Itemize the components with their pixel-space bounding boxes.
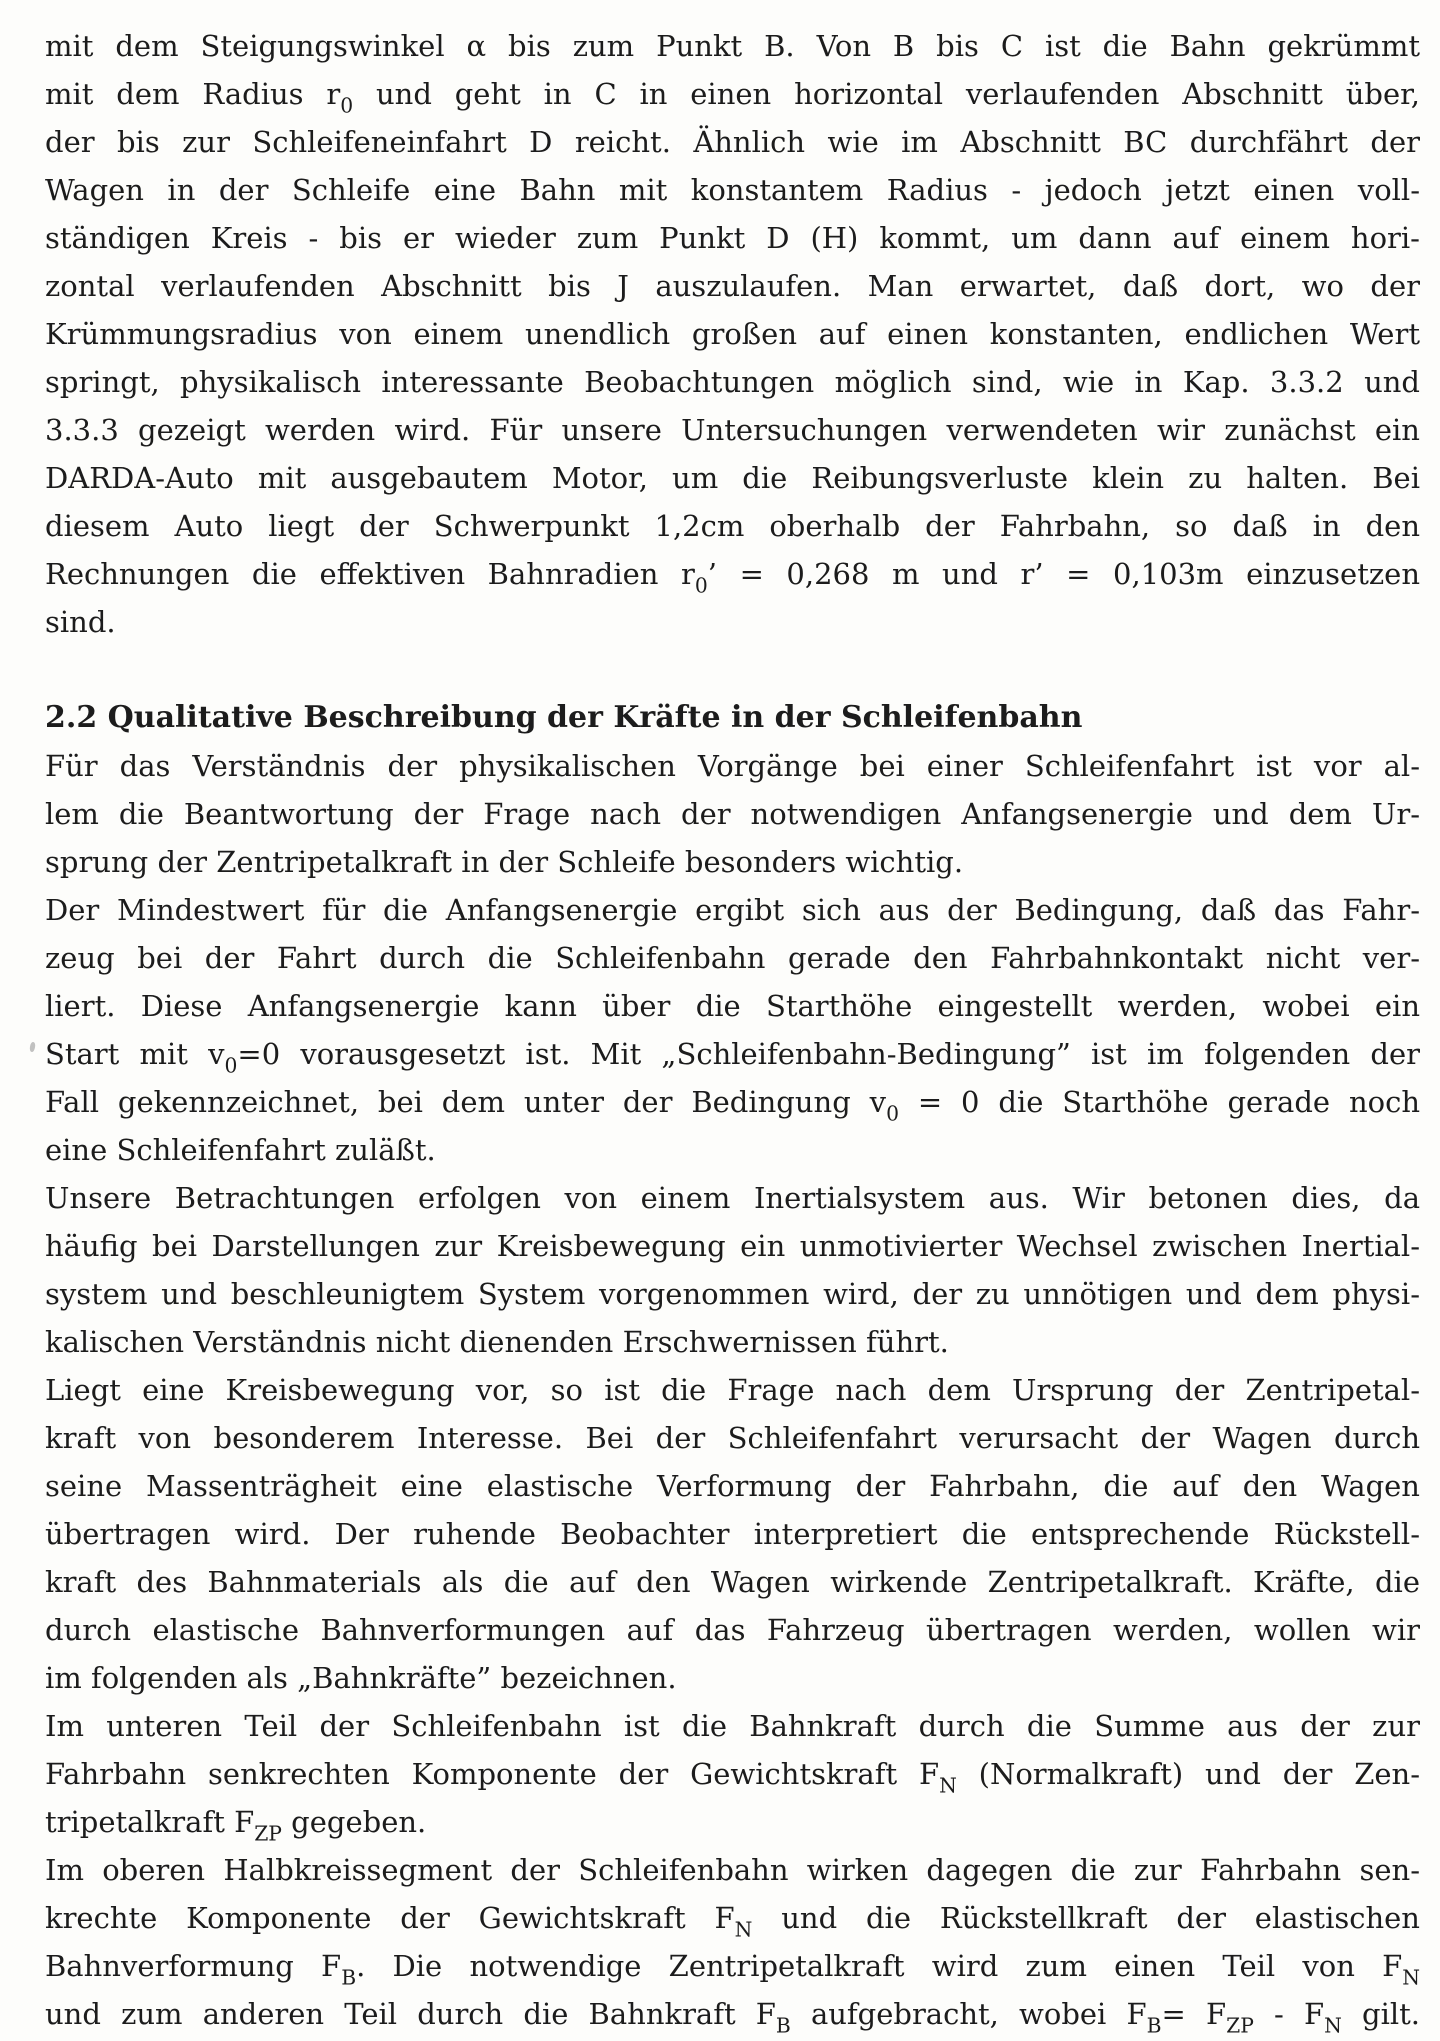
text-line bbox=[45, 790, 1420, 838]
text-line bbox=[45, 310, 1420, 358]
subscript: N bbox=[734, 1917, 753, 1942]
text-line bbox=[45, 1366, 1420, 1414]
text-run: und die Rückstellkraft der elastischen bbox=[752, 1901, 1420, 1935]
text-run: kraft von besonderem Interesse. Bei der Schleifenfahrt verursacht der Wagen durch bbox=[45, 1421, 1420, 1455]
text-run: mit dem Steigungswinkel α bis zum Punkt B. Von B bis C ist die Bahn gekrümmt bbox=[45, 29, 1420, 63]
text-line bbox=[45, 1078, 1420, 1126]
text-run: eine Schleifenfahrt zuläßt. bbox=[45, 1133, 436, 1167]
text-line bbox=[45, 118, 1420, 166]
text-line bbox=[45, 1558, 1420, 1606]
text-run: zeug bei der Fahrt durch die Schleifenbahn gerade den Fahrbahnkontakt nicht ver- bbox=[45, 941, 1420, 975]
paragraph bbox=[45, 742, 1420, 886]
text-line bbox=[45, 1510, 1420, 1558]
subscript: B bbox=[1146, 2013, 1162, 2038]
text-line bbox=[45, 1606, 1420, 1654]
paragraph bbox=[45, 1846, 1420, 2038]
text-run: Start mit v bbox=[45, 1037, 225, 1071]
text-run: und geht in C in einen horizontal verlaufenden Abschnitt über, bbox=[353, 77, 1420, 111]
subscript: 0 bbox=[340, 93, 354, 118]
text-run: seine Massenträgheit eine elastische Verformung der Fahrbahn, die auf den Wagen bbox=[45, 1469, 1420, 1503]
text-line bbox=[45, 1462, 1420, 1510]
paragraph bbox=[45, 22, 1420, 646]
text-run: Wagen in der Schleife eine Bahn mit konstantem Radius - jedoch jetzt einen voll- bbox=[45, 173, 1420, 207]
text-line bbox=[45, 502, 1420, 550]
text-line bbox=[45, 1798, 1420, 1846]
text-run: Rechnungen die effektiven Bahnradien r bbox=[45, 557, 695, 591]
subscript: N bbox=[1402, 1965, 1420, 1990]
text-line bbox=[45, 1654, 1420, 1702]
text-run: sind. bbox=[45, 605, 116, 639]
text-run: im folgenden als „Bahnkräfte” bezeichnen. bbox=[45, 1661, 677, 1695]
text-run: kraft des Bahnmaterials als die auf den Wagen wirkende Zentripetalkraft. Kräfte, die bbox=[45, 1565, 1420, 1599]
text-run: springt, physikalisch interessante Beobachtungen möglich sind, wie in Kap. 3.3.2 und bbox=[45, 365, 1420, 399]
text-run: Krümmungsradius von einem unendlich großen auf einen konstanten, endlichen Wert bbox=[45, 317, 1420, 351]
text-line bbox=[45, 454, 1420, 502]
text-line bbox=[45, 742, 1420, 790]
text-line bbox=[45, 1894, 1420, 1942]
subscript: 0 bbox=[694, 573, 708, 598]
text-line bbox=[45, 886, 1420, 934]
text-line bbox=[45, 1846, 1420, 1894]
text-run: und zum anderen Teil durch die Bahnkraft F bbox=[45, 1997, 776, 2031]
text-run: mit dem Radius r bbox=[45, 77, 341, 111]
text-line bbox=[45, 1174, 1420, 1222]
text-line bbox=[45, 982, 1420, 1030]
text-run: Der Mindestwert für die Anfangsenergie ergibt sich aus der Bedingung, daß das Fahr- bbox=[45, 893, 1420, 927]
text-run: Bahnverformung F bbox=[45, 1949, 342, 1983]
subscript: B bbox=[775, 2013, 791, 2038]
text-line bbox=[45, 1990, 1420, 2038]
text-line bbox=[45, 694, 1420, 742]
text-run: sprung der Zentripetalkraft in der Schleife besonders wichtig. bbox=[45, 845, 964, 879]
text-line bbox=[45, 214, 1420, 262]
subscript: N bbox=[939, 1773, 957, 1798]
text-line bbox=[45, 1702, 1420, 1750]
text-line bbox=[45, 22, 1420, 70]
section-heading bbox=[45, 694, 1420, 742]
text-run: häufig bei Darstellungen zur Kreisbewegung ein unmotivierter Wechsel zwischen Inertial- bbox=[45, 1229, 1420, 1263]
text-run: = F bbox=[1161, 1997, 1227, 2031]
text-line bbox=[45, 838, 1420, 886]
text-run: ständigen Kreis - bis er wieder zum Punkt D (H) kommt, um dann auf einem hori- bbox=[45, 221, 1420, 255]
text-line bbox=[45, 1126, 1420, 1174]
paragraph-gap bbox=[45, 646, 1420, 694]
text-run: Im oberen Halbkreissegment der Schleifenbahn wirken dagegen die zur Fahrbahn sen- bbox=[45, 1853, 1420, 1887]
text-run: 2.2 Qualitative Beschreibung der Kräfte in der Schleifenbahn bbox=[45, 700, 1083, 735]
text-line bbox=[45, 1942, 1420, 1990]
subscript: N bbox=[1324, 2013, 1342, 2038]
text-line bbox=[45, 1030, 1420, 1078]
text-line bbox=[45, 1414, 1420, 1462]
text-run: Für das Verständnis der physikalischen Vorgänge bei einer Schleifenfahrt ist vor al- bbox=[45, 749, 1420, 783]
paragraph bbox=[45, 1702, 1420, 1846]
scan-speck bbox=[29, 1042, 36, 1053]
subscript: ZP bbox=[254, 1821, 282, 1846]
text-run: kalischen Verständnis nicht dienenden Erschwernissen führt. bbox=[45, 1325, 949, 1359]
subscript: 0 bbox=[886, 1101, 899, 1126]
text-run: ’ = 0,268 m und r’ = 0,103m einzusetzen bbox=[707, 557, 1420, 591]
text-run: = 0 die Starthöhe gerade noch bbox=[898, 1085, 1420, 1119]
text-run: Liegt eine Kreisbewegung vor, so ist die Frage nach dem Ursprung der Zentripetal- bbox=[45, 1373, 1420, 1407]
text-run: gilt. bbox=[1341, 1997, 1421, 2031]
text-run: tripetalkraft F bbox=[45, 1805, 255, 1839]
text-run: krechte Komponente der Gewichtskraft F bbox=[45, 1901, 735, 1935]
text-line bbox=[45, 1318, 1420, 1366]
text-run: gegeben. bbox=[281, 1805, 427, 1839]
text-line bbox=[45, 598, 1420, 646]
paragraph bbox=[45, 1366, 1420, 1702]
text-line bbox=[45, 934, 1420, 982]
text-run: Fall gekennzeichnet, bei dem unter der Bedingung v bbox=[45, 1085, 887, 1119]
text-run: Fahrbahn senkrechten Komponente der Gewichtskraft F bbox=[45, 1757, 940, 1791]
text-line bbox=[45, 262, 1420, 310]
paragraph bbox=[45, 1174, 1420, 1366]
text-line bbox=[45, 70, 1420, 118]
text-line bbox=[45, 550, 1420, 598]
subscript: B bbox=[341, 1965, 357, 1990]
paragraph bbox=[45, 886, 1420, 1174]
text-line bbox=[45, 358, 1420, 406]
text-run: zontal verlaufenden Abschnitt bis J auszulaufen. Man erwartet, daß dort, wo der bbox=[45, 269, 1420, 303]
text-run: DARDA-Auto mit ausgebautem Motor, um die Reibungsverluste klein zu halten. Bei bbox=[45, 461, 1420, 495]
text-run: der bis zur Schleifeneinfahrt D reicht. Ähnlich wie im Abschnitt BC durchfährt der bbox=[45, 125, 1420, 159]
subscript: 0 bbox=[224, 1053, 238, 1078]
text-run: 3.3.3 gezeigt werden wird. Für unsere Untersuchungen verwendeten wir zunächst ein bbox=[45, 413, 1420, 447]
text-run: =0 vorausgesetzt ist. Mit „Schleifenbahn-Bedingung” ist im folgenden der bbox=[237, 1037, 1420, 1071]
text-line bbox=[45, 1270, 1420, 1318]
subscript: ZP bbox=[1226, 2013, 1254, 2038]
text-line bbox=[45, 166, 1420, 214]
text-line bbox=[45, 1750, 1420, 1798]
text-run: durch elastische Bahnverformungen auf das Fahrzeug übertragen werden, wollen wir bbox=[45, 1613, 1420, 1647]
text-run: liert. Diese Anfangsenergie kann über die Starthöhe eingestellt werden, wobei ein bbox=[45, 989, 1420, 1023]
text-line bbox=[45, 406, 1420, 454]
text-run: - F bbox=[1253, 1997, 1325, 2031]
text-run: Unsere Betrachtungen erfolgen von einem Inertialsystem aus. Wir betonen dies, da bbox=[45, 1181, 1420, 1215]
text-run: übertragen wird. Der ruhende Beobachter interpretiert die entsprechende Rückstell- bbox=[45, 1517, 1420, 1551]
text-run: lem die Beantwortung der Frage nach der notwendigen Anfangsenergie und dem Ur- bbox=[45, 797, 1420, 831]
text-run: aufgebracht, wobei F bbox=[790, 1997, 1147, 2031]
text-run: (Normalkraft) und der Zen- bbox=[956, 1757, 1420, 1791]
text-run: Im unteren Teil der Schleifenbahn ist die Bahnkraft durch die Summe aus der zur bbox=[45, 1709, 1420, 1743]
page-text bbox=[45, 22, 1420, 2038]
text-line bbox=[45, 1222, 1420, 1270]
text-run: . Die notwendige Zentripetalkraft wird zum einen Teil von F bbox=[356, 1949, 1403, 1983]
text-run: system und beschleunigtem System vorgenommen wird, der zu unnötigen und dem physi- bbox=[45, 1277, 1420, 1311]
text-run: diesem Auto liegt der Schwerpunkt 1,2cm oberhalb der Fahrbahn, so daß in den bbox=[45, 509, 1420, 543]
